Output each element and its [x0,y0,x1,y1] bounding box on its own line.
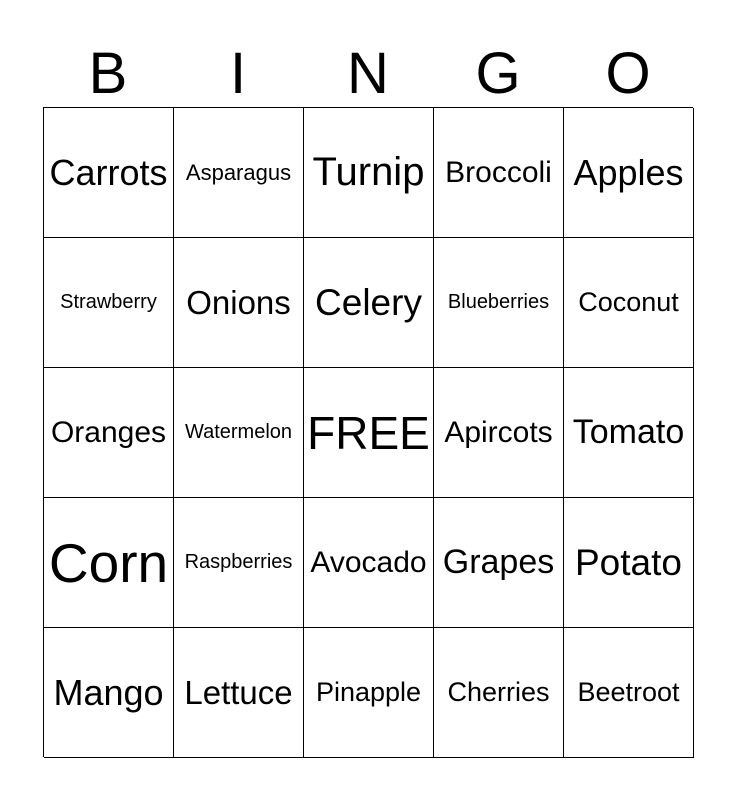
header-letter-o: O [605,41,651,106]
cell-label: Lettuce [184,673,293,711]
bingo-cell[interactable] [434,498,564,628]
bingo-cell[interactable] [434,108,564,238]
cell-label: Coconut [578,287,679,317]
header-letter-b: B [88,41,128,106]
bingo-header [43,40,693,108]
bingo-board [43,107,693,757]
bingo-cell[interactable] [434,628,564,758]
bingo-cell[interactable] [304,498,434,628]
header-letter-i: I [229,41,247,106]
bingo-cell[interactable] [174,498,304,628]
cell-label: Watermelon [184,421,293,443]
cell-label: Raspberries [184,551,293,573]
cell-label: FREE [307,406,430,459]
cell-label: Potato [575,541,682,583]
bingo-cell[interactable] [304,238,434,368]
bingo-cell[interactable] [44,238,174,368]
free-space[interactable] [304,368,434,498]
cell-label: Tomato [572,413,685,451]
cell-label: Onions [186,283,291,321]
bingo-cell[interactable] [44,498,174,628]
bingo-cell[interactable] [304,628,434,758]
bingo-cell[interactable] [434,368,564,498]
bingo-cell[interactable] [564,238,694,368]
cell-label: Apircots [444,415,553,449]
cell-label: Oranges [50,415,167,449]
bingo-cell[interactable] [564,368,694,498]
bingo-cell[interactable] [564,108,694,238]
cell-label: Blueberries [447,291,550,313]
cell-label: Mango [53,671,164,713]
cell-label: Cherries [447,677,550,707]
cell-label: Avocado [310,545,427,579]
bingo-cell[interactable] [44,628,174,758]
cell-label: Strawberry [60,291,157,313]
bingo-cell[interactable] [174,108,304,238]
cell-label: Beetroot [577,677,680,707]
header-letter-n: N [347,41,389,106]
cell-label: Celery [315,281,422,323]
cell-label: Asparagus [185,159,292,185]
bingo-cell[interactable] [304,108,434,238]
cell-label: Turnip [312,150,425,194]
bingo-cell[interactable] [44,108,174,238]
cell-label: Pinapple [315,677,422,707]
cell-label: Grapes [442,543,555,581]
header-letter-g: G [475,41,521,106]
bingo-cell[interactable] [174,238,304,368]
bingo-cell[interactable] [44,368,174,498]
bingo-cell[interactable] [174,628,304,758]
cell-label: Carrots [49,151,168,193]
cell-label: Corn [48,531,169,594]
bingo-cell[interactable] [564,498,694,628]
cell-label: Apples [573,151,684,193]
cell-label: Broccoli [445,155,552,189]
bingo-cell[interactable] [564,628,694,758]
bingo-cell[interactable] [174,368,304,498]
bingo-cell[interactable] [434,238,564,368]
